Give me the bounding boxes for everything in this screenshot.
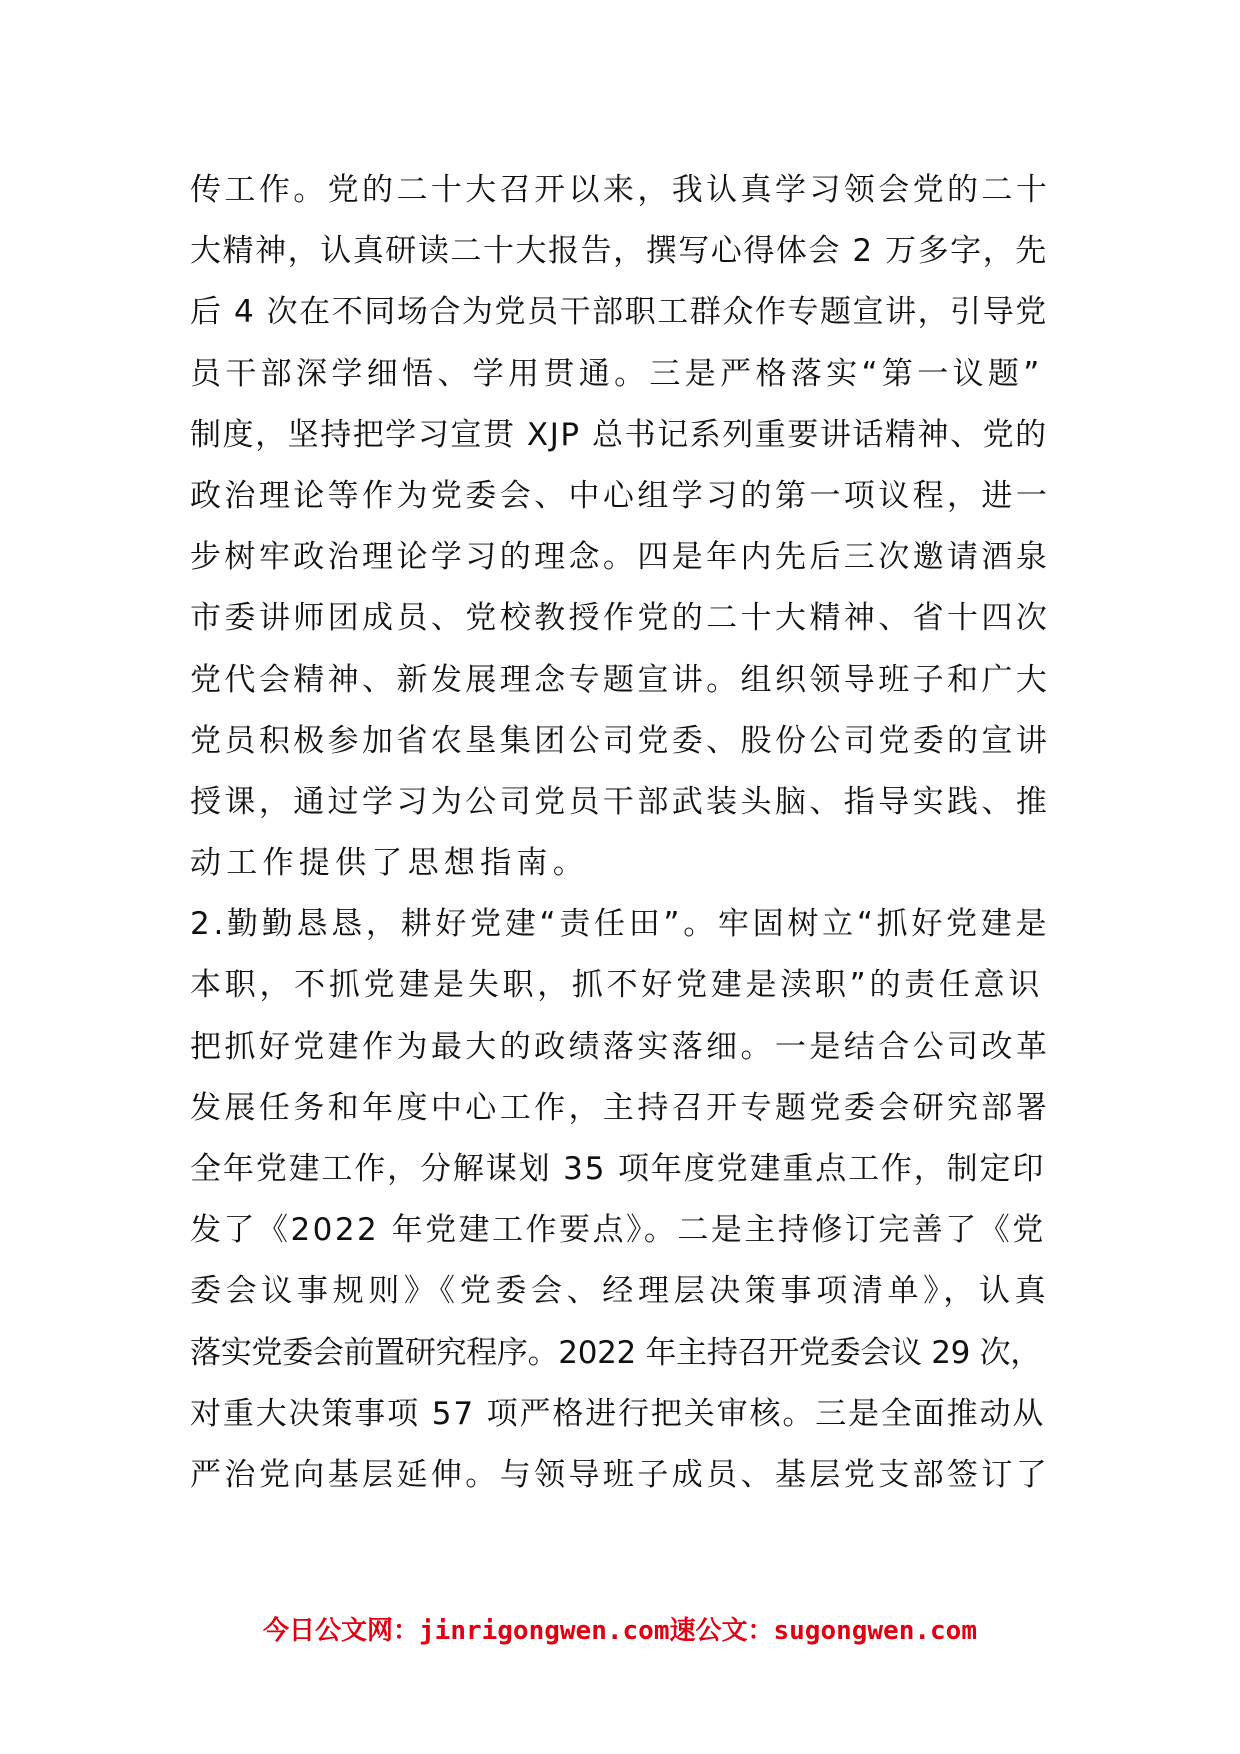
text-line: 后 4 次在不同场合为党员干部职工群众作专题宣讲，引导党 bbox=[190, 294, 1048, 331]
text-line: 发了《2022 年党建工作要点》。二是主持修订完善了《党 bbox=[190, 1212, 1046, 1249]
footer-label-jinrigongwen: 今日公文网： bbox=[263, 1616, 420, 1646]
text-line: 委会议事规则》《党委会、经理层决策事项清单》，认真 bbox=[190, 1273, 1050, 1310]
text-line: 党代会精神、新发展理念专题宣讲。组织领导班子和广大 bbox=[190, 661, 1050, 698]
text-line: 党员积极参加省农垦集团公司党委、股份公司党委的宣讲 bbox=[190, 722, 1050, 759]
footer-watermark bbox=[0, 1610, 1240, 1647]
text-line: 本职，不抓党建是失职，抓不好党建是渎职”的责任意识 bbox=[190, 967, 1044, 1004]
text-line: 动工作提供了思想指南。 bbox=[190, 845, 589, 882]
footer-label-sugongwen: 速公文： bbox=[669, 1616, 774, 1646]
text-line: 落实党委会前置研究程序。2022 年主持召开党委会议 29 次， bbox=[190, 1334, 1041, 1371]
footer-link-jinrigongwen[interactable]: jinrigongwen.com bbox=[419, 1616, 670, 1646]
text-line: 市委讲师团成员、党校教授作党的二十大精神、省十四次 bbox=[190, 600, 1050, 637]
text-line: 政治理论等作为党委会、中心组学习的第一项议程，进一 bbox=[190, 477, 1050, 514]
text-line: 全年党建工作，分解谋划 35 项年度党建重点工作，制定印 bbox=[190, 1151, 1046, 1187]
text-line: 严治党向基层延伸。与领导班子成员、基层党支部签订了 bbox=[190, 1456, 1050, 1493]
text-line: 授课，通过学习为公司党员干部武装头脑、指导实践、推 bbox=[190, 783, 1050, 820]
body-text bbox=[190, 160, 1050, 1506]
text-line: 2.勤勤恳恳，耕好党建“责任田”。牢固树立“抓好党建是 bbox=[190, 906, 1050, 943]
text-line: 把抓好党建作为最大的政绩落实落细。一是结合公司改革 bbox=[190, 1028, 1050, 1065]
text-line: 对重大决策事项 57 项严格进行把关审核。三是全面推动从 bbox=[190, 1395, 1046, 1432]
text-line: 传工作。党的二十大召开以来，我认真学习领会党的二十 bbox=[190, 172, 1050, 208]
text-line: 步树牢政治理论学习的理念。四是年内先后三次邀请酒泉 bbox=[190, 539, 1050, 576]
footer-link-sugongwen[interactable]: sugongwen.com bbox=[773, 1616, 977, 1646]
text-line: 发展任务和年度中心工作，主持召开专题党委会研究部署 bbox=[190, 1089, 1050, 1126]
text-line: 员干部深学细悟、学用贯通。三是严格落实“第一议题” bbox=[190, 355, 1044, 392]
text-line: 制度，坚持把学习宣贯 XJP 总书记系列重要讲话精神、党的 bbox=[190, 416, 1048, 453]
text-line: 大精神，认真研读二十大报告，撰写心得体会 2 万多字，先 bbox=[190, 233, 1048, 270]
